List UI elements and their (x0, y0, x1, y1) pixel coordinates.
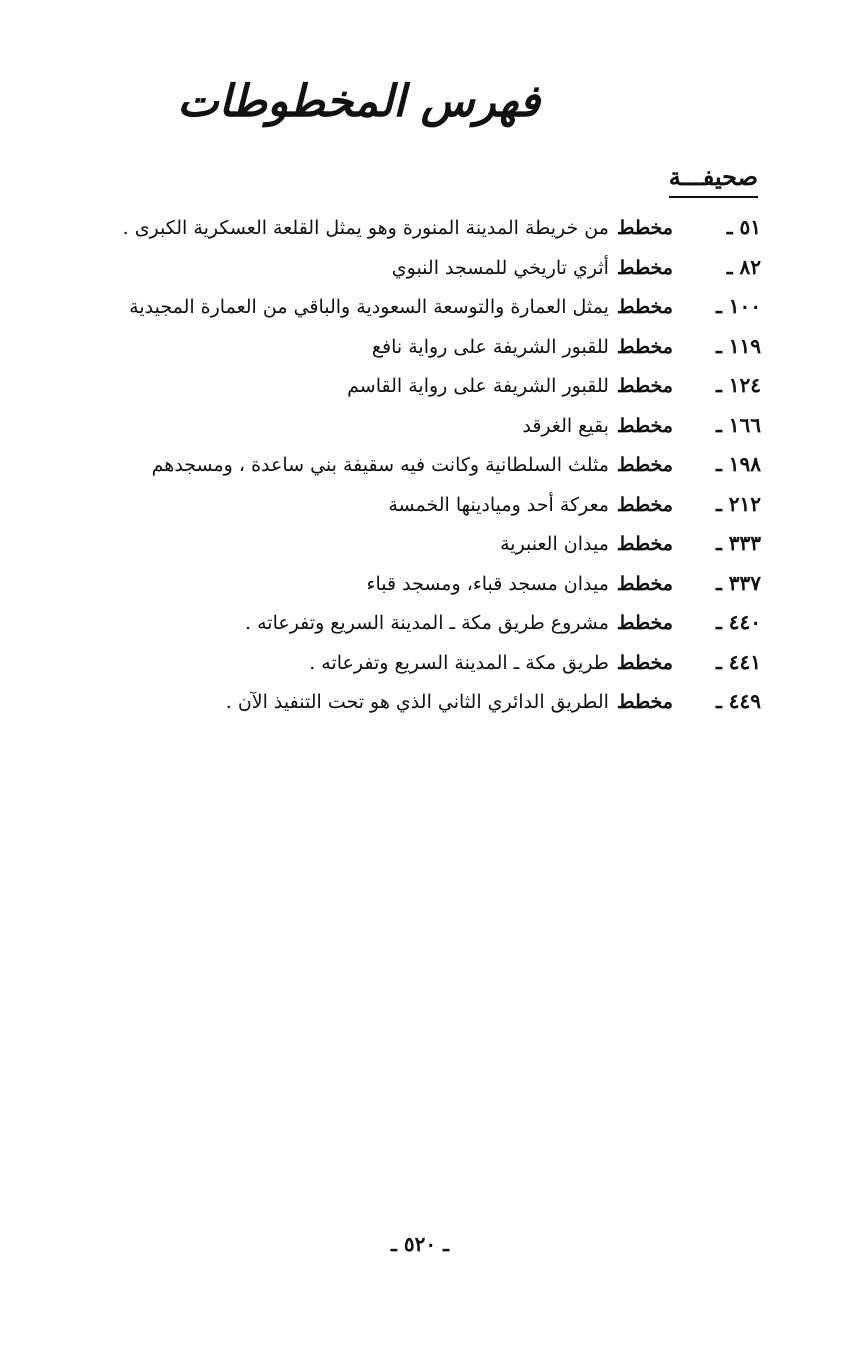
entry-description: للقبور الشريفة على رواية القاسم (347, 375, 609, 397)
list-item (121, 248, 761, 288)
page-number: ـ ٥٢٠ ـ (391, 1232, 449, 1256)
entry-description: معركة أحد وميادينها الخمسة (388, 493, 609, 516)
list-item (121, 643, 761, 683)
entry-page-number: ١١٩ ـ (715, 333, 761, 358)
entry-label: مخطط (616, 612, 673, 634)
entry-label: مخطط (616, 296, 673, 318)
entry-label: مخطط (616, 651, 673, 674)
list-item (121, 366, 761, 406)
entry-page-number: ٤٤٩ ـ (715, 689, 761, 713)
page-title: فهرس المخطوطات (177, 76, 540, 127)
list-item (121, 524, 761, 564)
entry-description: بقيع الغرقد (522, 414, 609, 437)
list-item (121, 682, 761, 722)
entry-description: طريق مكة ـ المدينة السريع وتفرعاته . (309, 651, 609, 674)
entry-description: يمثل العمارة والتوسعة السعودية والباقي من العمارة المجيدية (129, 296, 609, 318)
entry-page-number: ١٦٦ ـ (715, 412, 761, 437)
entry-label: مخطط (616, 454, 673, 476)
entry-page-number: ٥١ ـ (726, 215, 761, 239)
entry-label: مخطط (616, 217, 673, 239)
entry-description: مشروع طريق مكة ـ المدينة السريع وتفرعاته . (245, 612, 609, 634)
entry-label: مخطط (616, 335, 673, 358)
list-item (121, 445, 761, 485)
entry-description: ميدان مسجد قباء، ومسجد قباء (366, 572, 609, 595)
page-column-header: صحيفـــة (669, 160, 758, 198)
entry-page-number: ١٠٠ ـ (715, 294, 761, 318)
entry-page-number: ١٢٤ ـ (715, 373, 761, 397)
entry-description: مثلث السلطانية وكانت فيه سقيفة بني ساعدة ، ومسجدهم (151, 454, 609, 476)
entry-label: مخطط (616, 414, 673, 437)
list-item (121, 287, 761, 327)
entry-description: من خريطة المدينة المنورة وهو يمثل القلعة العسكرية الكبرى . (122, 217, 609, 239)
entry-page-number: ٢١٢ ـ (715, 491, 761, 516)
entry-page-number: ٤٤١ ـ (715, 649, 761, 674)
entry-label: مخطط (616, 375, 673, 397)
entry-page-number: ٣٣٧ ـ (715, 570, 761, 595)
entry-description: ميدان العنبرية (500, 533, 609, 555)
manuscripts-index-list (121, 208, 761, 722)
entry-label: مخطط (616, 572, 673, 595)
list-item (121, 208, 761, 248)
list-item (121, 485, 761, 525)
entry-label: مخطط (616, 691, 673, 713)
entry-page-number: ١٩٨ ـ (715, 452, 761, 476)
entry-page-number: ٤٤٠ ـ (715, 610, 761, 634)
list-item (121, 327, 761, 367)
entry-label: مخطط (616, 533, 673, 555)
entry-label: مخطط (616, 256, 673, 279)
entry-page-number: ٣٣٣ ـ (715, 531, 761, 555)
list-item (121, 406, 761, 446)
entry-description: الطريق الدائري الثاني الذي هو تحت التنفيذ الآن . (225, 691, 609, 713)
list-item (121, 564, 761, 604)
list-item (121, 603, 761, 643)
entry-description: أثري تاريخي للمسجد النبوي (391, 256, 609, 279)
entry-page-number: ٨٢ ـ (726, 254, 761, 279)
entry-label: مخطط (616, 493, 673, 516)
entry-description: للقبور الشريفة على رواية نافع (371, 335, 609, 358)
